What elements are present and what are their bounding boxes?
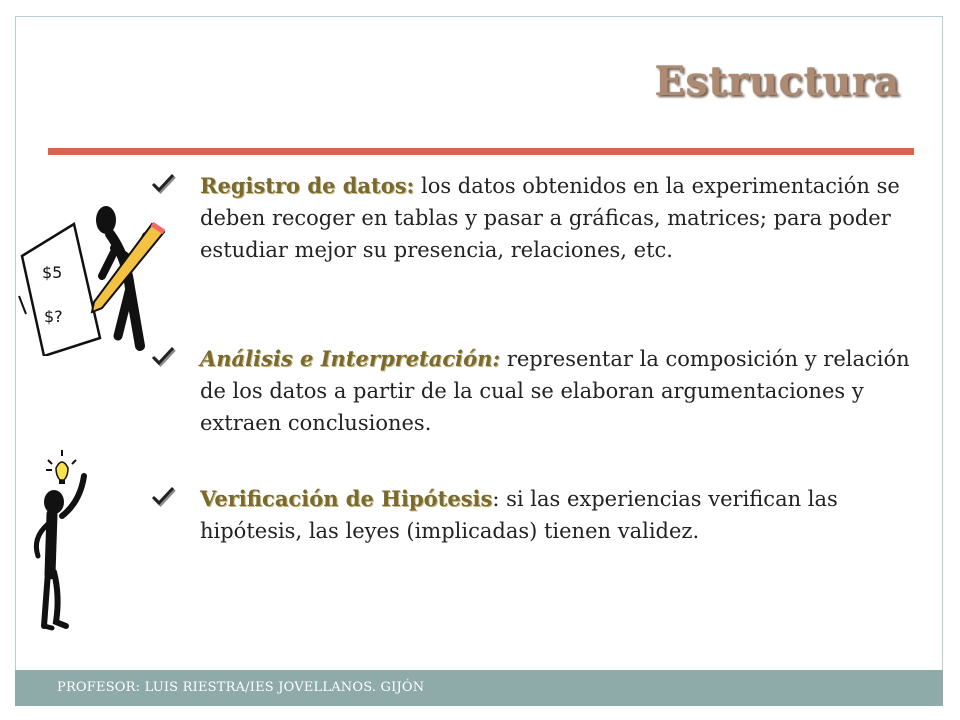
bullet-text [200,343,910,439]
stick-figure-writing-icon [14,196,174,356]
slide-title: Estructura [654,58,900,105]
bullet-text [200,483,910,547]
stick-figure-idea-icon [26,446,106,636]
bullet-term: Verificación de Hipótesis [200,486,493,511]
sign-text-1: $5 [42,263,63,282]
checkmark-icon [150,485,176,507]
sign-text-2: $? [44,307,63,326]
bullet-registro-datos [150,170,910,266]
footer-bar [15,670,943,706]
bullet-body: representar la composición y relación de los datos a partir de la cual se elaboran argumentaciones y extraen conclusiones. [200,347,910,435]
bullet-analisis [150,343,910,439]
bullet-body: : si las experiencias verifican las hipótesis, las leyes (implicadas) tienen validez. [200,487,838,543]
bullet-term: Análisis e Interpretación: [200,346,501,371]
bullet-text [200,170,910,266]
bullet-body: los datos obtenidos en la experimentación se deben recoger en tablas y pasar a gráficas, matrices; para poder estudiar mejor su presencia, relaciones, etc. [200,174,900,262]
footer-text: PROFESOR: LUIS RIESTRA/IES JOVELLANOS. GIJÓN [57,680,425,695]
checkmark-icon [150,172,176,194]
title-divider [48,148,914,155]
bullet-term: Registro de datos: [200,173,415,198]
bullet-verificacion [150,483,910,547]
